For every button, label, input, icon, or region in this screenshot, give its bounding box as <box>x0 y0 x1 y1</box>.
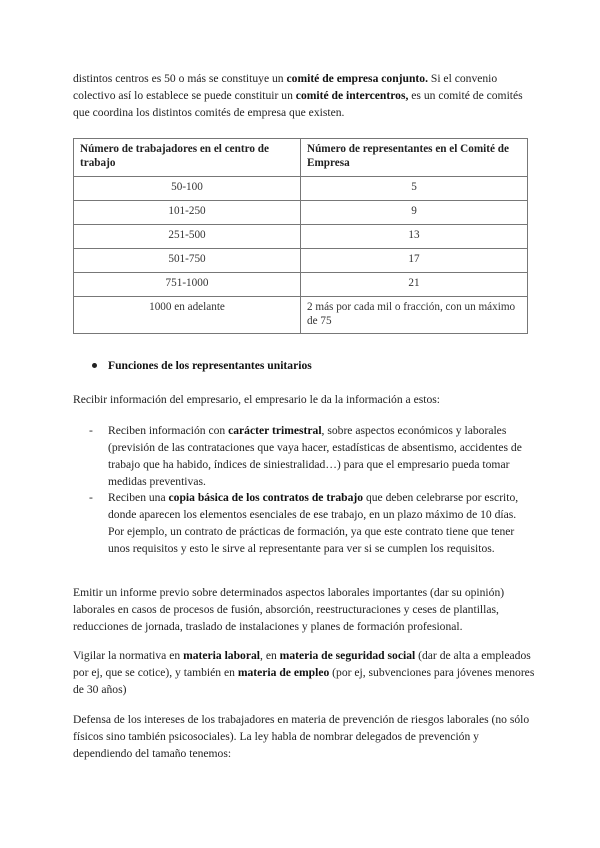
table-cell-representatives: 2 más por cada mil o fracción, con un máximo de 75 <box>301 297 528 334</box>
vigilar-bold-materia-empleo: materia de empleo <box>237 666 330 679</box>
table-cell-workers: 1000 en adelante <box>74 297 301 334</box>
representatives-table <box>73 138 528 334</box>
table-cell-workers: 50-100 <box>74 177 301 201</box>
intro-paragraph <box>73 70 535 121</box>
list-item-bold: carácter trimestral <box>228 424 322 437</box>
list-item <box>108 422 532 490</box>
informe-paragraph: Emitir un informe previo sobre determinados aspectos laborales importantes (dar su opinión) laborales en casos de procesos de fusión, absorción, reestructuraciones y ceses de plantillas, reducciones de jornada, traslado de instalaciones y planes de formación profesional. <box>73 586 505 633</box>
intro-text-1: distintos centros es 50 o más se constituye un <box>73 72 287 85</box>
table-header-row <box>74 139 528 177</box>
table-row <box>74 177 528 201</box>
table-row <box>74 273 528 297</box>
intro-bold-comite-conjunto: comité de empresa conjunto. <box>286 72 428 85</box>
vigilar-bold-materia-laboral: materia laboral <box>183 649 261 662</box>
table-row <box>74 249 528 273</box>
table-cell-representatives: 17 <box>301 249 528 273</box>
defensa-paragraph: Defensa de los intereses de los trabajadores en materia de prevención de riesgos laborales (no sólo físicos sino también psicosociales). La ley habla de nombrar delegados de prevención y dependiendo del tamaño tenemos: <box>73 713 530 760</box>
table-cell-workers: 251-500 <box>74 225 301 249</box>
table-cell-workers: 101-250 <box>74 201 301 225</box>
vigilar-paragraph <box>73 647 535 698</box>
vigilar-text: (por ej, subvenciones para jóvenes menores de 30 años) <box>73 666 535 696</box>
vigilar-text: (dar de alta a empleados por ej, que se cotice), y también en <box>73 649 531 679</box>
list-dash-icon: - <box>89 491 93 504</box>
intro-bold-comite-intercentros: comité de intercentros, <box>295 89 409 102</box>
table-cell-representatives: 9 <box>301 201 528 225</box>
list-item <box>108 489 532 557</box>
table-cell-representatives: 21 <box>301 273 528 297</box>
list-item-text: Reciben una <box>108 491 169 504</box>
table-cell-representatives: 13 <box>301 225 528 249</box>
list-item-text: , sobre aspectos económicos y laborales (previsión de las contrataciones que vaya hacer, estadísticas de absentismo, accidentes de trabajo que ha habido, índices de siniestralidad…) para que el empresario pueda tomar medidas preventivas. <box>108 424 522 488</box>
vigilar-text: Vigilar la normativa en <box>73 649 184 662</box>
intro-text-3: es un comité de comités que coordina los distintos comités de empresa que existen. <box>73 89 523 119</box>
info-paragraph: Recibir información del empresario, el empresario le da la información a estos: <box>73 393 440 406</box>
table-header-representatives: Número de representantes en el Comité de Empresa <box>301 139 528 177</box>
list-item-text: que deben celebrarse por escrito, donde aparecen los elementos esenciales de ese trabajo, en un plazo máximo de 10 días. Por ejemplo, un contrato de prácticas de formación, ya que este contrato tiene que tener unos requisitos y esto le sirve al representante para ver si se cumplen los requisitos. <box>108 491 519 555</box>
vigilar-text: , en <box>260 649 280 662</box>
table-row <box>74 201 528 225</box>
table-row <box>74 225 528 249</box>
section-heading: Funciones de los representantes unitarios <box>108 359 312 372</box>
intro-text-2: Si el convenio colectivo así lo establece se puede constituir un <box>73 72 498 102</box>
table-row <box>74 297 528 334</box>
list-item-text: Reciben información con <box>108 424 229 437</box>
bullet-dot-icon <box>92 363 97 368</box>
table-cell-workers: 751-1000 <box>74 273 301 297</box>
vigilar-bold-seguridad-social: materia de seguridad social <box>279 649 416 662</box>
table-header-workers: Número de trabajadores en el centro de trabajo <box>74 139 301 177</box>
list-dash-icon: - <box>89 424 93 437</box>
table-cell-workers: 501-750 <box>74 249 301 273</box>
list-item-bold: copia básica de los contratos de trabajo <box>168 491 364 504</box>
table-cell-representatives: 5 <box>301 177 528 201</box>
